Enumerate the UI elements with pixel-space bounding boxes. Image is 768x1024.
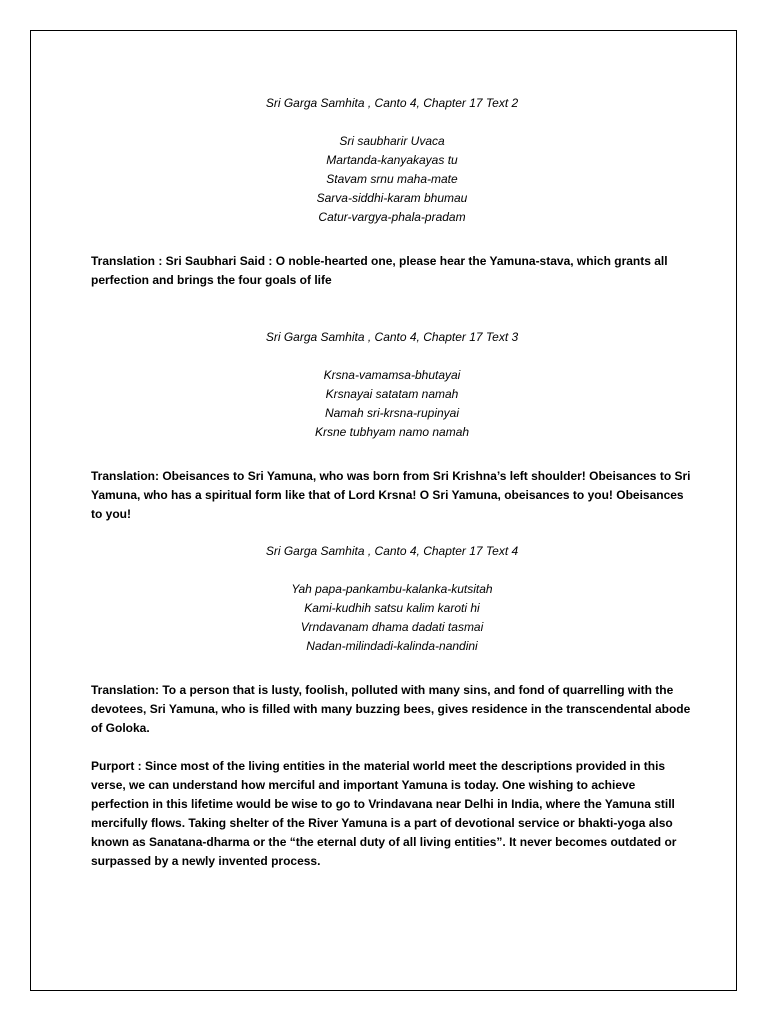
verse-text-2 bbox=[91, 132, 693, 227]
document-page bbox=[30, 30, 737, 991]
verse-text-3 bbox=[91, 366, 693, 442]
purport-text-4: Purport : Since most of the living entities in the material world meet the descriptions provided in this verse, we can understand how merciful and important Yamuna is today. One wishing to achieve perfection in this lifetime would be wise to go to Vrindavana near Delhi in India, where the Yamuna still mercifully flows. Taking shelter of the River Yamuna is a part of devotional service or bhakti-yoga also known as Sanatana-dharma or the “the eternal duty of all living entities”. It never becomes outdated or surpassed by a newly invented process. bbox=[91, 759, 677, 868]
verse-line: Nadan-milindadi-kalinda-nandini bbox=[306, 639, 478, 653]
translation-text-2: Translation : Sri Saubhari Said : O noble-hearted one, please hear the Yamuna-stava, which grants all perfection and brings the four goals of life bbox=[91, 254, 668, 287]
verse-line: Namah sri-krsna-rupinyai bbox=[324, 406, 460, 420]
verse-line: Krsna-vamamsa-bhutayai bbox=[323, 368, 461, 382]
verse-line: Vrndavanam dhama dadati tasmai bbox=[300, 620, 484, 634]
verse-line: Krsnayai satatam namah bbox=[325, 387, 459, 401]
verse-line: Sarva-siddhi-karam bhumau bbox=[316, 191, 468, 205]
verse-line: Stavam srnu maha-mate bbox=[326, 172, 458, 186]
verse-reference-text-4: Sri Garga Samhita , Canto 4, Chapter 17 Text 4 bbox=[265, 544, 519, 558]
verse-line: Catur-vargya-phala-pradam bbox=[318, 210, 466, 224]
verse-line: Kami-kudhih satsu kalim karoti hi bbox=[304, 601, 480, 615]
verse-reference-text-3: Sri Garga Samhita , Canto 4, Chapter 17 Text 3 bbox=[265, 330, 519, 344]
verse-reference-text-2: Sri Garga Samhita , Canto 4, Chapter 17 Text 2 bbox=[265, 96, 519, 110]
translation-text-3: Translation: Obeisances to Sri Yamuna, who was born from Sri Krishna’s left shoulder! Obeisances to Sri Yamuna, who has a spiritual form like that of Lord Krsna! O Sri Yamuna, obeisances to you! Obeisances to you! bbox=[91, 469, 691, 521]
verse-text-4 bbox=[91, 580, 693, 656]
verse-line: Krsne tubhyam namo namah bbox=[314, 425, 470, 439]
verse-line: Martanda-kanyakayas tu bbox=[326, 153, 458, 167]
verse-line: Yah papa-pankambu-kalanka-kutsitah bbox=[291, 582, 493, 596]
translation-text-4: Translation: To a person that is lusty, foolish, polluted with many sins, and fond of quarrelling with the devotees, Sri Yamuna, who is filled with many buzzing bees, gives residence in the transcendental abode of Goloka. bbox=[91, 683, 691, 735]
verse-line: Sri saubharir Uvaca bbox=[339, 134, 445, 148]
document-content bbox=[91, 94, 693, 871]
